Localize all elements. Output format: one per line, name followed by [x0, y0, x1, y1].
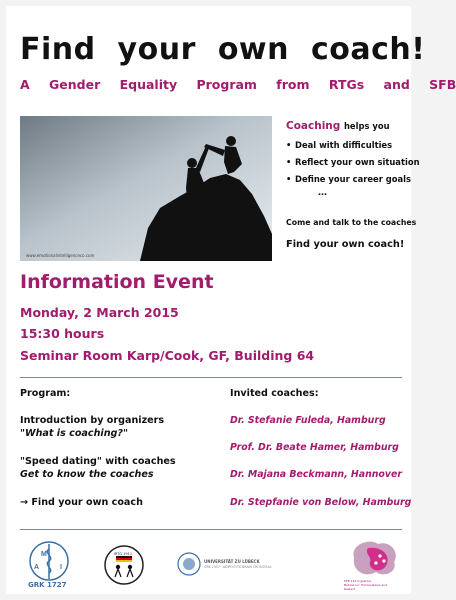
find-coach-text: Find your own coach! [286, 239, 405, 250]
list-item-label: Deal with difficulties [295, 140, 393, 150]
bullet-icon: • [286, 157, 292, 167]
coach-name: Dr. Majana Beckmann, Hannover [230, 469, 402, 480]
list-item [286, 154, 420, 171]
program-intro: Introduction by organizers [20, 415, 165, 426]
uni-seal-icon [176, 549, 202, 579]
irtg-logo [102, 543, 146, 587]
sfb-text: SFB 134 Ingestive Behaviour: Homeostasis and Reward [344, 579, 387, 591]
list-item-label: Reflect your own situation [295, 157, 420, 167]
poster-subtitle: A Gender Equality Program from RTGs and SFB [20, 77, 456, 92]
grk-letter: M [41, 551, 47, 558]
bullet-icon: • [286, 140, 292, 150]
event-time: 15:30 hours [20, 326, 105, 341]
program-intro-question: "What is coaching?" [20, 428, 128, 439]
poster-title: Find your own coach! [20, 32, 426, 67]
irtg-label: IRTG 1911 [114, 552, 133, 556]
program-speed-sub: Get to know the coaches [20, 469, 154, 480]
coaching-benefits-list [286, 137, 420, 188]
poster [6, 6, 456, 594]
list-item-label: Define your career goals [295, 174, 412, 184]
coach-name: Dr. Stepfanie von Below, Hamburg [230, 497, 412, 508]
event-title: Information Event [20, 271, 214, 293]
program-speed-dating: "Speed dating" with coaches [20, 456, 176, 467]
divider-bottom [20, 529, 402, 530]
photo-credit: www.emotionalintelligenceco.com [26, 253, 95, 258]
coach-name: Prof. Dr. Beate Hamer, Hamburg [230, 442, 399, 453]
climber-photo [20, 116, 272, 261]
grk-label: GRK 1727 [28, 581, 67, 589]
program-heading: Program: [20, 388, 71, 399]
uni-subtitle: GRK 1957 · ADIPOCYTE-BRAIN CROSSTALK [204, 565, 272, 569]
list-item [286, 171, 411, 188]
uni-name: UNIVERSITÄT ZU LÜBECK [204, 559, 260, 564]
coaching-heading [286, 120, 411, 132]
coaching-ellipsis: … [318, 188, 328, 198]
grk-logo [24, 539, 74, 591]
coaching-heading-rest: helps you [343, 121, 390, 131]
divider-top [20, 377, 402, 378]
climber-illustration [20, 116, 272, 261]
event-location: Seminar Room Karp/Cook, GF, Building 64 [20, 348, 315, 363]
list-item [286, 137, 411, 154]
uni-luebeck-logo [176, 549, 296, 583]
event-date: Monday, 2 March 2015 [20, 305, 179, 320]
coaches-heading: Invited coaches: [230, 388, 319, 399]
come-talk-text: Come and talk to the coaches [286, 218, 417, 227]
bullet-icon: • [286, 174, 292, 184]
grk-emblem-icon [24, 539, 74, 583]
irtg-emblem-icon [102, 543, 146, 587]
sfb-logo [340, 536, 404, 590]
grk-letter: I [60, 564, 62, 571]
coaching-heading-accent: Coaching [286, 120, 341, 132]
brain-icon [340, 536, 404, 580]
program-final: → Find your own coach [20, 497, 143, 508]
coach-name: Dr. Stefanie Fuleda, Hamburg [230, 415, 386, 426]
grk-letter: A [34, 564, 40, 571]
